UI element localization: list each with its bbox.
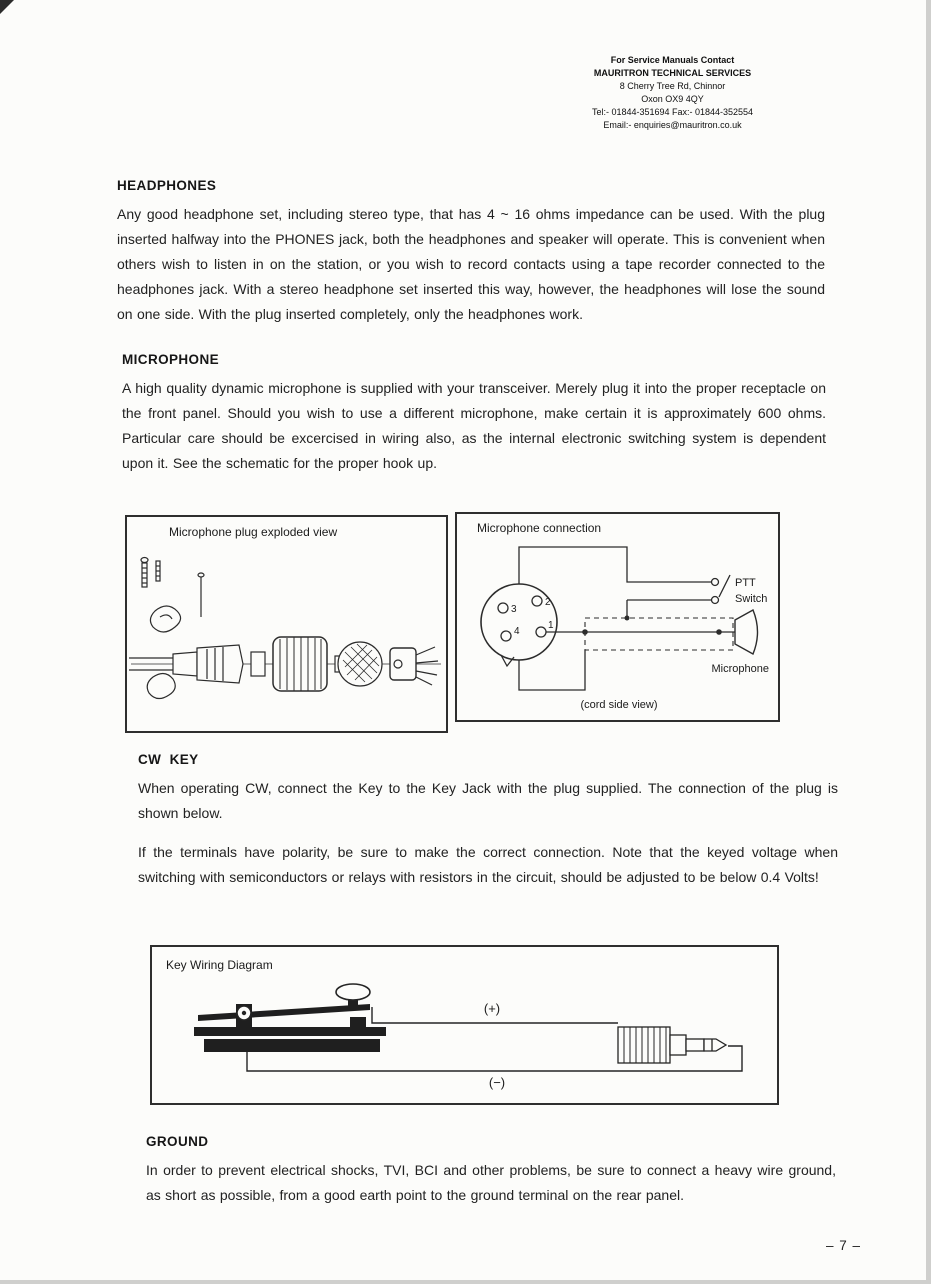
knurled-shell xyxy=(273,637,327,691)
scan-artifact xyxy=(0,0,14,14)
page-number: – 7 – xyxy=(826,1238,862,1253)
pin2-label: 2 xyxy=(545,597,551,608)
figure-mic-plug xyxy=(125,515,448,733)
ground-wire xyxy=(519,650,585,690)
connector-outline xyxy=(481,584,557,660)
pin4-label: 4 xyxy=(514,626,520,637)
service-stamp xyxy=(570,54,775,132)
ptt-switch-symbol xyxy=(712,575,731,604)
ptt-label: PTT xyxy=(735,577,756,589)
pin3-label: 3 xyxy=(511,604,517,615)
stamp-line: For Service Manuals Contact xyxy=(610,55,735,65)
microphone-heading: MICROPHONE xyxy=(122,352,220,367)
strain-relief-boot xyxy=(173,645,243,683)
figure-key-wiring-caption: Key Wiring Diagram xyxy=(166,958,273,972)
cord-side-view-label: (cord side view) xyxy=(580,699,658,711)
stamp-line: Email:- enquiries@mauritron.co.uk xyxy=(603,120,742,130)
plus-label: (+) xyxy=(483,1001,501,1016)
microphone-paragraph: A high quality dynamic microphone is supplied with your transceiver. Merely plug it into the proper receptacle on the front panel. Should you wish to use a different microphone, make certain it is approximately 600 ohms. Particular care should be excercised in wiring also, as the internal electronic switching system is dependent upon it. See the schematic for the proper hook up. xyxy=(122,380,826,471)
ground-heading: GROUND xyxy=(146,1134,209,1149)
microphone-label: Microphone xyxy=(711,663,769,675)
headphones-heading: HEADPHONES xyxy=(117,178,217,193)
stamp-line: MAURITRON TECHNICAL SERVICES xyxy=(593,68,752,78)
screw-parts xyxy=(141,558,160,588)
connector-pins xyxy=(498,596,546,641)
key-wiring-diagram xyxy=(152,947,777,1103)
cw-key-paragraph-2: If the terminals have polarity, be sure to make the correct connection. Note that the keyed voltage when switching with semiconductors or relays with resistors in the circuit, should be adjusted to be below 0.4 Volts! xyxy=(138,844,838,885)
figure-mic-connection xyxy=(455,512,780,722)
stamp-line: 8 Cherry Tree Rd, Chinnor xyxy=(619,81,726,91)
ground-paragraph: In order to prevent electrical shocks, TVI, BCI and other problems, be sure to connect a heavy wire ground, as short as possible, from a good earth point to the ground terminal on the rear panel. xyxy=(146,1162,836,1203)
ptt-wire-top xyxy=(519,547,711,584)
figure-mic-plug-caption: Microphone plug exploded view xyxy=(169,525,338,539)
insert-body xyxy=(335,642,382,686)
cw-key-section xyxy=(138,752,838,890)
mic-plug-parts xyxy=(129,558,441,699)
contact-pin xyxy=(198,573,204,617)
switch-label: Switch xyxy=(735,593,768,605)
minus-label: (−) xyxy=(488,1075,506,1090)
pin1-label: 1 xyxy=(548,620,554,631)
phone-plug xyxy=(618,1027,726,1063)
ptt-wire-bottom xyxy=(627,600,711,618)
washer xyxy=(251,652,265,676)
mic-plug-exploded-diagram xyxy=(127,517,446,731)
headphones-section xyxy=(117,178,825,327)
figure-mic-connection-caption: Microphone connection xyxy=(477,521,602,535)
cw-key-heading: CW KEY xyxy=(138,752,199,767)
telegraph-key xyxy=(194,997,386,1052)
ground-section xyxy=(146,1134,836,1208)
cw-key-paragraph-1: When operating CW, connect the Key to the Key Jack with the plug supplied. The connection of the plug is shown below. xyxy=(138,780,838,821)
plug-connector xyxy=(390,647,438,685)
cable-clamp-upper xyxy=(150,606,180,632)
microphone-section xyxy=(122,352,826,476)
headphones-paragraph: Any good headphone set, including stereo type, that has 4 ~ 16 ohms impedance can be used. With the plug inserted halfway into the PHONES jack, both the headphones and speaker will operate. This is convenient when others wish to listen in on the station, or you wish to record contacts using a tape recorder connected to the headphones jack. With a stereo headphone set inserted this way, however, the headphones will lose the sound on one side. With the plug inserted completely, only the headphones work. xyxy=(117,206,825,322)
figure-key-wiring xyxy=(150,945,779,1105)
stamp-line: Tel:- 01844-351694 Fax:- 01844-352554 xyxy=(591,107,754,117)
shielded-cable-dashed xyxy=(585,618,733,650)
cable-clamp-lower xyxy=(147,673,175,698)
mic-connection-diagram xyxy=(457,514,778,720)
microphone-symbol xyxy=(735,610,758,654)
stamp-line: Oxon OX9 4QY xyxy=(641,94,704,104)
